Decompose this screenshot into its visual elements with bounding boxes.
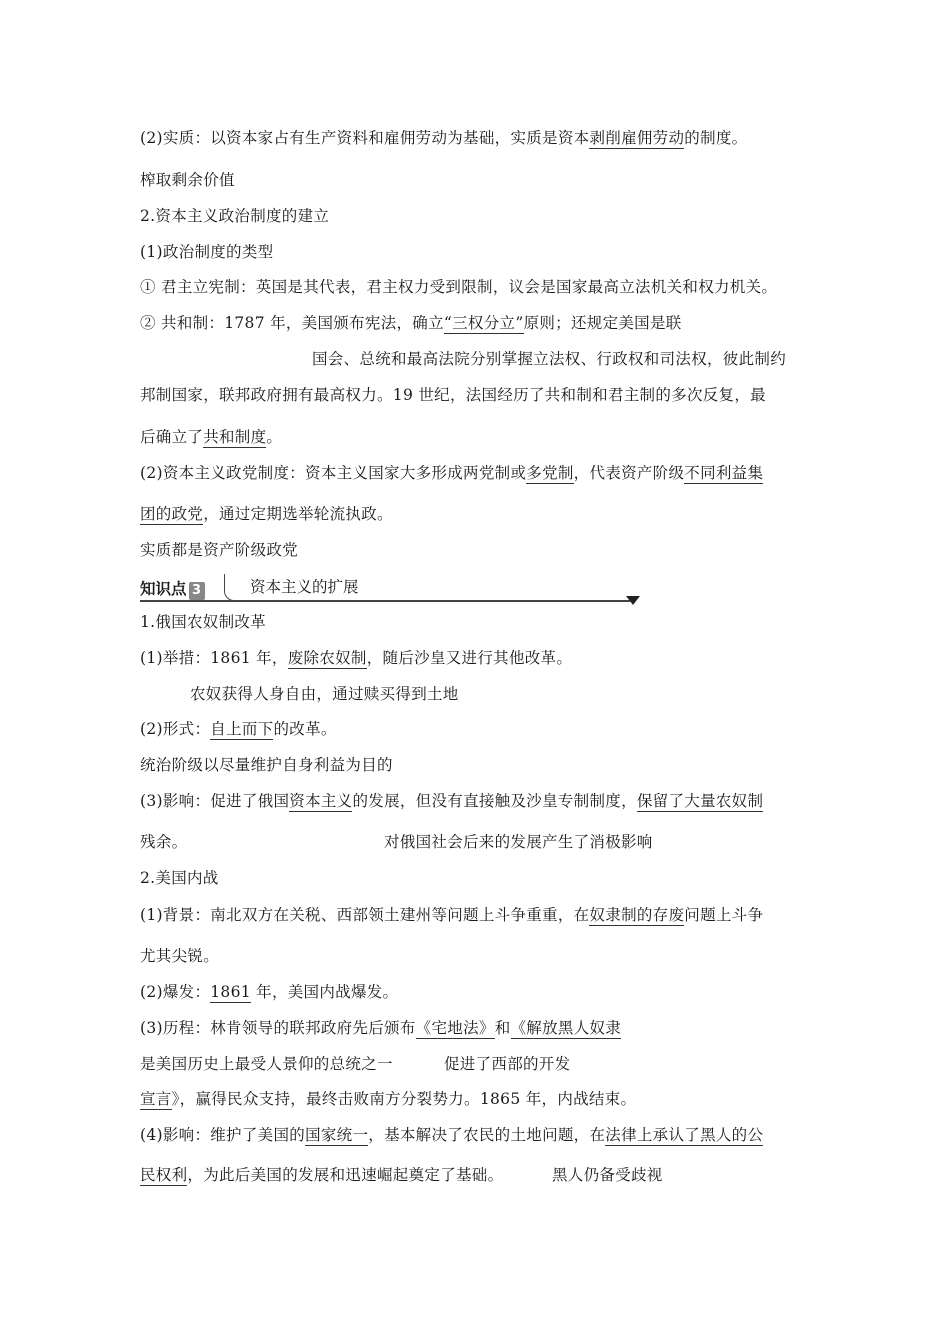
text-line <box>140 463 763 483</box>
annotation-line <box>140 1054 393 1074</box>
text-line <box>140 1125 763 1145</box>
text-segment: ① 君主立宪制：英国是其代表，君主权力受到限制，议会是国家最高立法机关和权力机关。 <box>140 278 778 296</box>
text-segment: ② 共和制：1787 年，美国颁布宪法，确立 <box>140 314 444 332</box>
annotation-line <box>190 684 459 704</box>
text-segment: 年，美国内战爆发。 <box>250 983 399 1001</box>
text-segment: ，代表资产阶级 <box>573 464 685 482</box>
annotation-line <box>140 170 235 190</box>
text-segment: (4)影响：维护了美国的 <box>140 1126 306 1144</box>
text-segment: 。 <box>266 428 283 446</box>
text-segment: 榨取剩余价值 <box>140 171 235 189</box>
underlined-key-term: 不同利益集 <box>684 464 764 482</box>
text-line <box>140 242 273 262</box>
section-heading <box>140 612 266 632</box>
underlined-key-term: “三权分立” <box>443 314 524 332</box>
text-segment: 促进了西部的开发 <box>444 1055 571 1073</box>
annotation-line <box>444 1054 570 1074</box>
text-line <box>140 427 282 447</box>
annotation-line <box>140 755 393 775</box>
text-segment: (1)背景：南北双方在关税、西部领土建州等问题上斗争重重，在 <box>140 906 590 924</box>
text-line <box>140 504 393 524</box>
text-segment: (1)举措：1861 年， <box>140 649 288 667</box>
text-segment: ，通过定期选举轮流执政。 <box>203 505 393 523</box>
text-line <box>140 832 187 852</box>
text-segment: 的制度。 <box>684 129 748 147</box>
underlined-key-term: 奴隶制的存废 <box>589 906 685 924</box>
underlined-key-term: 民权利 <box>140 1166 188 1184</box>
text-line <box>140 385 766 405</box>
underlined-key-term: 废除农奴制 <box>287 649 367 667</box>
text-segment: 的发展，但没有直接触及沙皇专制制度， <box>352 792 637 810</box>
underlined-key-term: 《解放黑人奴隶 <box>510 1019 622 1037</box>
text-segment: 国会、总统和最高法院分别掌握立法权、行政权和司法权，彼此制约 <box>312 350 787 368</box>
section-heading <box>140 206 329 226</box>
header-curve-decoration <box>224 574 237 601</box>
text-segment: 和 <box>494 1019 511 1037</box>
text-segment: (2)实质：以资本家占有生产资料和雇佣劳动为基础，实质是资本 <box>140 129 590 147</box>
text-segment: ，基本解决了农民的土地问题，在 <box>368 1126 606 1144</box>
text-segment: (3)历程：林肯领导的联邦政府先后颁布 <box>140 1019 416 1037</box>
underlined-key-term: 剥削雇佣劳动 <box>589 129 685 147</box>
text-segment: 对俄国社会后来的发展产生了消极影响 <box>384 833 653 851</box>
text-segment: 残余。 <box>140 833 188 851</box>
annotation-line <box>312 349 786 369</box>
text-segment: 的改革。 <box>273 720 337 738</box>
underlined-key-term: 《宅地法》 <box>415 1019 495 1037</box>
text-segment: 统治阶级以尽量维护自身利益为目的 <box>140 756 393 774</box>
section-heading <box>140 868 219 888</box>
text-segment: 问题上斗争 <box>684 906 764 924</box>
text-line <box>140 1089 636 1109</box>
text-line <box>140 128 747 148</box>
underlined-key-term: 资本主义 <box>289 792 353 810</box>
text-line <box>140 905 763 925</box>
knowledge-point-header <box>140 574 640 610</box>
text-segment: (2)资本主义政党制度：资本主义国家大多形成两党制或 <box>140 464 527 482</box>
text-segment: 尤其尖锐。 <box>140 947 220 965</box>
knowledge-point-title: 资本主义的扩展 <box>250 578 359 596</box>
text-line <box>140 982 398 1002</box>
annotation-line <box>384 832 653 852</box>
underlined-key-term: 共和制度 <box>203 428 267 446</box>
text-line <box>140 648 572 668</box>
text-segment: 邦制国家，联邦政府拥有最高权力。19 世纪，法国经历了共和制和君主制的多次反复，最 <box>140 386 766 404</box>
underlined-key-term: 团的政党 <box>140 505 204 523</box>
text-segment: 是美国历史上最受人景仰的总统之一 <box>140 1055 393 1073</box>
underlined-key-term: 保留了大量农奴制 <box>636 792 764 810</box>
text-segment: (1)政治制度的类型 <box>140 243 274 261</box>
text-line <box>140 791 763 811</box>
triangle-marker-icon <box>626 596 640 605</box>
underlined-key-term: 国家统一 <box>305 1126 369 1144</box>
text-segment: 2.资本主义政治制度的建立 <box>140 207 330 225</box>
text-line <box>140 946 219 966</box>
knowledge-point-number: 3 <box>189 582 205 600</box>
text-segment: (2)爆发： <box>140 983 211 1001</box>
annotation-line <box>552 1165 663 1185</box>
text-segment: 后确立了 <box>140 428 204 446</box>
text-segment: 原则；还规定美国是联 <box>523 314 682 332</box>
text-line <box>140 1165 503 1185</box>
text-segment: 1.俄国农奴制改革 <box>140 613 266 631</box>
underlined-key-term: 法律上承认了黑人的公 <box>605 1126 764 1144</box>
text-segment: ，随后沙皇又进行其他改革。 <box>366 649 573 667</box>
text-line <box>140 313 682 333</box>
text-segment: (2)形式： <box>140 720 211 738</box>
header-rule <box>140 600 630 602</box>
text-segment: 黑人仍备受歧视 <box>552 1166 663 1184</box>
text-segment: ，为此后美国的发展和迅速崛起奠定了基础。 <box>187 1166 504 1184</box>
text-segment: 农奴获得人身自由，通过赎买得到土地 <box>190 685 459 703</box>
text-segment: (3)影响：促进了俄国 <box>140 792 290 810</box>
text-segment: 实质都是资产阶级政党 <box>140 541 299 559</box>
underlined-key-term: 宣言 <box>140 1090 172 1108</box>
underlined-key-term: 自上而下 <box>210 720 274 738</box>
text-line <box>140 277 777 297</box>
knowledge-point-label: 知识点 3 <box>140 577 205 600</box>
underlined-key-term: 1861 <box>210 983 251 1001</box>
text-line <box>140 1018 621 1038</box>
text-segment: 》，赢得民众支持，最终击败南方分裂势力。1865 年，内战结束。 <box>171 1090 637 1108</box>
annotation-line <box>140 540 298 560</box>
underlined-key-term: 多党制 <box>526 464 574 482</box>
text-line <box>140 719 337 739</box>
text-segment: 2.美国内战 <box>140 869 219 887</box>
